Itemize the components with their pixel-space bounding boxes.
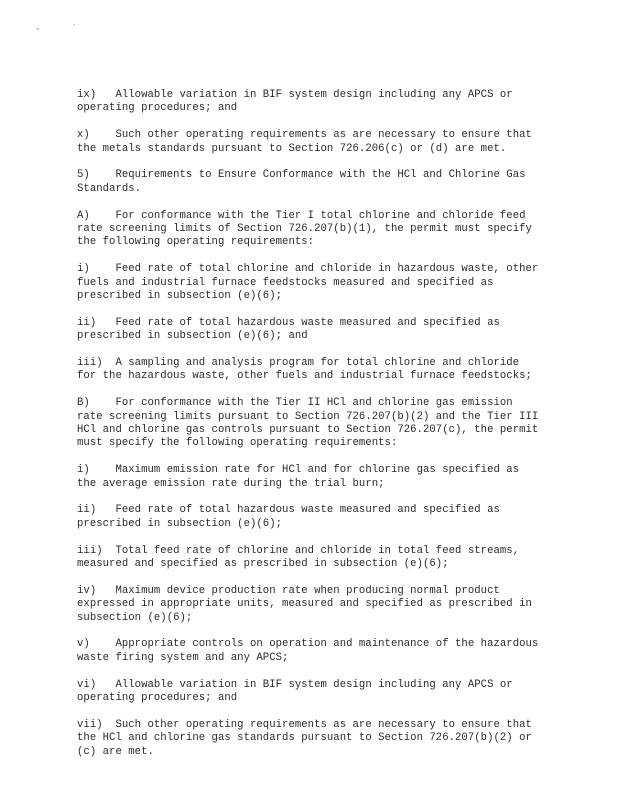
paragraph-a-iii-sampling-program: iii) A sampling and analysis program for total chlorine and chloride for the hazardous waste, other fuels and industrial furnace feedstocks; — [77, 357, 532, 383]
scan-specks — [0, 0, 618, 40]
paragraph-b-iii-total-feed-rate: iii) Total feed rate of chlorine and chloride in total feed streams, measured and specified as prescribed in subsection (e)(6); — [77, 544, 520, 571]
scan-speck — [73, 24, 74, 25]
paragraph-a-tier-i: A) For conformance with the Tier I total chlorine and chloride feed rate screening limits of Section 726.207(b)(1), the permit must specify the following operating requirements: — [77, 209, 532, 249]
paragraph-b-ii-feed-rate-waste: ii) Feed rate of total hazardous waste measured and specified as prescribed in subsection (e)(6); — [77, 504, 500, 530]
document-body — [77, 89, 547, 759]
paragraph-a-i-feed-rate-chlorine: i) Feed rate of total chlorine and chloride in hazardous waste, other fuels and industrial furnace feedstocks measured and specified as prescribed in subsection (e)(6); — [77, 263, 539, 303]
paragraph-b-iv-production-rate: iv) Maximum device production rate when producing normal product expressed in appropriate units, measured and specified as prescribed in subsection (e)(6); — [77, 584, 532, 624]
section-heading-hcl-chlorine: 5) Requirements to Ensure Conformance with the HCl and Chlorine Gas Standards. — [77, 169, 526, 195]
paragraph-b-tier-ii-iii: B) For conformance with the Tier II HCl and chlorine gas emission rate screening limits pursuant to Section 726.207(b)(2) and the Tier III HCl and chlorine gas controls pursuant to Section 726.207(c), the permit must specify the following operating requirements: — [77, 397, 539, 450]
paragraph-ix-allowable-variation: ix) Allowable variation in BIF system design including any APCS or operating procedures; and — [77, 89, 513, 115]
paragraph-b-vii-other-requirements: vii) Such other operating requirements as are necessary to ensure that the HCl and chlorine gas standards pursuant to Section 726.207(b)(2) or (c) are met. — [77, 718, 532, 758]
scan-speck — [37, 28, 39, 30]
paragraph-b-v-controls: v) Appropriate controls on operation and maintenance of the hazardous waste firing system and any APCS; — [77, 638, 539, 664]
paragraph-a-ii-feed-rate-waste: ii) Feed rate of total hazardous waste measured and specified as prescribed in subsection (e)(6); and — [77, 316, 500, 343]
paragraph-x-metals-standards: x) Such other operating requirements as are necessary to ensure that the metals standards pursuant to Section 726.206(c) or (d) are met. — [77, 129, 532, 155]
paragraph-b-i-max-emission-rate: i) Maximum emission rate for HCl and for chlorine gas specified as the average emission rate during the trial burn; — [77, 464, 520, 490]
paragraph-b-vi-allowable-variation: vi) Allowable variation in BIF system design including any APCS or operating procedures; and — [77, 678, 513, 705]
